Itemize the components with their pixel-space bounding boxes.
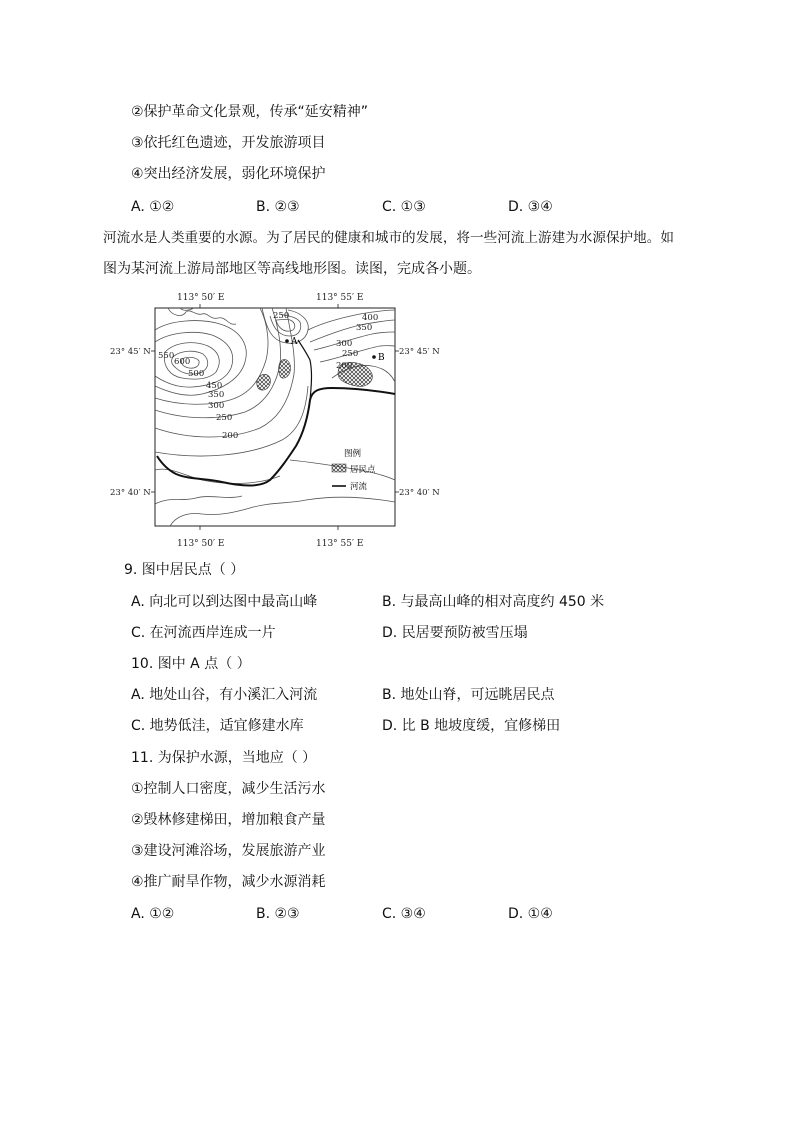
contour-label: 250	[342, 349, 359, 359]
contour-label: 350	[356, 323, 373, 333]
contour-label: 400	[362, 313, 379, 323]
prev-option-d: D. ③④	[508, 199, 553, 215]
contour-label: 500	[188, 369, 205, 379]
legend-title: 图例	[344, 449, 362, 459]
contour-label: 250	[216, 413, 233, 423]
legend-settlement-swatch	[332, 464, 346, 472]
lon-label-bottom-right: 113° 55′ E	[316, 539, 364, 549]
prev-option-a: A. ①②	[131, 199, 175, 215]
lon-label-top-left: 113° 50′ E	[177, 293, 225, 303]
contour-map	[110, 290, 445, 552]
contour-label: 300	[208, 401, 225, 411]
lat-label-lower-left: 23° 40′ N	[110, 488, 151, 498]
q10-stem: 10. 图中 A 点（ ）	[131, 656, 251, 672]
prev-option-b: B. ②③	[256, 199, 300, 215]
statement-4: ④突出经济发展，弱化环境保护	[131, 166, 326, 182]
contour-label: 350	[208, 390, 225, 400]
intro-line-1: 河流水是人类重要的水源。为了居民的健康和城市的发展，将一些河流上游建为水源保护地。如	[103, 230, 674, 246]
prev-option-c: C. ①③	[382, 199, 426, 215]
q11-statement-3: ③建设河滩浴场，发展旅游产业	[131, 843, 326, 859]
legend-settlement-label: 居民点	[350, 465, 376, 475]
q9-option-c: C. 在河流西岸连成一片	[131, 625, 276, 641]
q10-option-a: A. 地处山谷，有小溪汇入河流	[131, 687, 318, 703]
contour-label: 550	[158, 351, 175, 361]
contour-label: 300	[336, 339, 353, 349]
point-a-marker	[285, 339, 289, 343]
q10-option-d: D. 比 B 地坡度缓，宜修梯田	[382, 718, 561, 734]
intro-line-2: 图为某河流上游局部地区等高线地形图。读图，完成各小题。	[103, 261, 481, 277]
q9-option-b: B. 与最高山峰的相对高度约 450 米	[382, 594, 605, 610]
point-b-marker	[372, 355, 376, 359]
q11-option-b: B. ②③	[256, 906, 300, 922]
statement-3: ③依托红色遗迹，开发旅游项目	[131, 135, 326, 151]
contour-label: 200	[336, 361, 353, 371]
legend-river-label: 河流	[350, 482, 368, 492]
q10-option-b: B. 地处山脊，可远眺居民点	[382, 687, 555, 703]
q9-option-d: D. 民居要预防被雪压塌	[382, 625, 528, 641]
q11-statement-2: ②毁林修建梯田，增加粮食产量	[131, 812, 326, 828]
lon-label-top-right: 113° 55′ E	[316, 293, 364, 303]
statement-2: ②保护革命文化景观，传承“延安精神”	[131, 104, 369, 120]
q11-statement-4: ④推广耐旱作物，减少水源消耗	[131, 874, 326, 890]
q10-option-c: C. 地势低洼，适宜修建水库	[131, 718, 304, 734]
lat-label-upper-left: 23° 45′ N	[110, 347, 151, 357]
q11-statement-1: ①控制人口密度，减少生活污水	[131, 781, 326, 797]
point-b-label: B	[378, 353, 385, 363]
point-a-label: A	[291, 337, 298, 347]
contour-label: 450	[206, 381, 223, 391]
q9-option-a: A. 向北可以到达图中最高山峰	[131, 594, 318, 610]
lon-label-bottom-left: 113° 50′ E	[177, 539, 225, 549]
contour-label: 200	[222, 431, 239, 441]
lat-label-lower-right: 23° 40′ N	[399, 488, 440, 498]
q11-option-a: A. ①②	[131, 906, 175, 922]
lat-label-upper-right: 23° 45′ N	[399, 347, 440, 357]
q11-stem: 11. 为保护水源，当地应（ ）	[131, 750, 317, 766]
q11-option-d: D. ①④	[508, 906, 553, 922]
contour-label: 250	[273, 311, 290, 321]
q11-option-c: C. ③④	[382, 906, 426, 922]
q9-stem: 9. 图中居民点（ ）	[124, 562, 245, 578]
contour-label: 600	[174, 357, 191, 367]
